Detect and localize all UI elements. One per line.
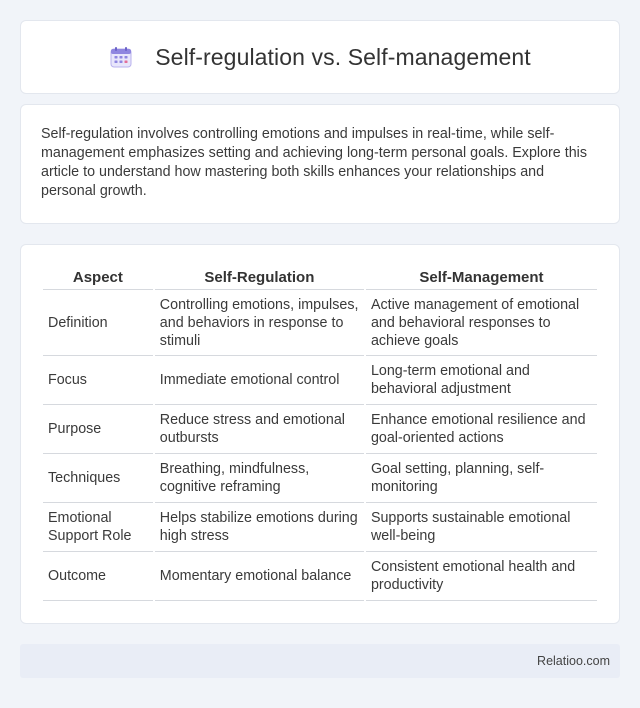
page-title: Self-regulation vs. Self-management bbox=[155, 43, 531, 70]
footer-bar bbox=[20, 644, 620, 678]
comparison-table-card bbox=[20, 244, 620, 624]
row-self-regulation: Reduce stress and emotional outbursts bbox=[155, 405, 364, 454]
header-aspect: Aspect bbox=[43, 267, 153, 290]
row-self-management: Goal setting, planning, self-monitoring bbox=[366, 454, 597, 503]
intro-card bbox=[20, 104, 620, 224]
row-aspect: Outcome bbox=[43, 552, 153, 601]
table-row bbox=[43, 503, 597, 552]
row-aspect: Focus bbox=[43, 356, 153, 405]
header-card bbox=[20, 20, 620, 94]
header-self-management: Self-Management bbox=[366, 267, 597, 290]
row-self-regulation: Immediate emotional control bbox=[155, 356, 364, 405]
row-self-management: Active management of emotional and behavioral responses to achieve goals bbox=[366, 290, 597, 356]
row-aspect: Emotional Support Role bbox=[43, 503, 153, 552]
row-self-management: Supports sustainable emotional well-being bbox=[366, 503, 597, 552]
row-self-management: Consistent emotional health and productivity bbox=[366, 552, 597, 601]
table-row bbox=[43, 552, 597, 601]
footer-site-link[interactable]: Relatioo.com bbox=[537, 654, 610, 668]
row-aspect: Definition bbox=[43, 290, 153, 356]
comparison-table bbox=[41, 267, 599, 601]
intro-paragraph: Self-regulation involves controlling emotions and impulses in real-time, while self-management emphasizes setting and achieving long-term personal goals. Explore this article to understand how mastering both skills enhances your relationships and personal growth. bbox=[41, 126, 587, 199]
row-self-management: Long-term emotional and behavioral adjustment bbox=[366, 356, 597, 405]
header-self-regulation: Self-Regulation bbox=[155, 267, 364, 290]
table-row bbox=[43, 290, 597, 356]
row-self-regulation: Helps stabilize emotions during high stress bbox=[155, 503, 364, 552]
table-row bbox=[43, 454, 597, 503]
table-row bbox=[43, 405, 597, 454]
row-self-management: Enhance emotional resilience and goal-oriented actions bbox=[366, 405, 597, 454]
calendar-icon bbox=[109, 45, 133, 69]
row-aspect: Purpose bbox=[43, 405, 153, 454]
row-self-regulation: Controlling emotions, impulses, and behaviors in response to stimuli bbox=[155, 290, 364, 356]
row-self-regulation: Breathing, mindfulness, cognitive reframing bbox=[155, 454, 364, 503]
row-self-regulation: Momentary emotional balance bbox=[155, 552, 364, 601]
table-header-row bbox=[43, 267, 597, 290]
row-aspect: Techniques bbox=[43, 454, 153, 503]
table-row bbox=[43, 356, 597, 405]
title-wrap bbox=[109, 44, 531, 71]
